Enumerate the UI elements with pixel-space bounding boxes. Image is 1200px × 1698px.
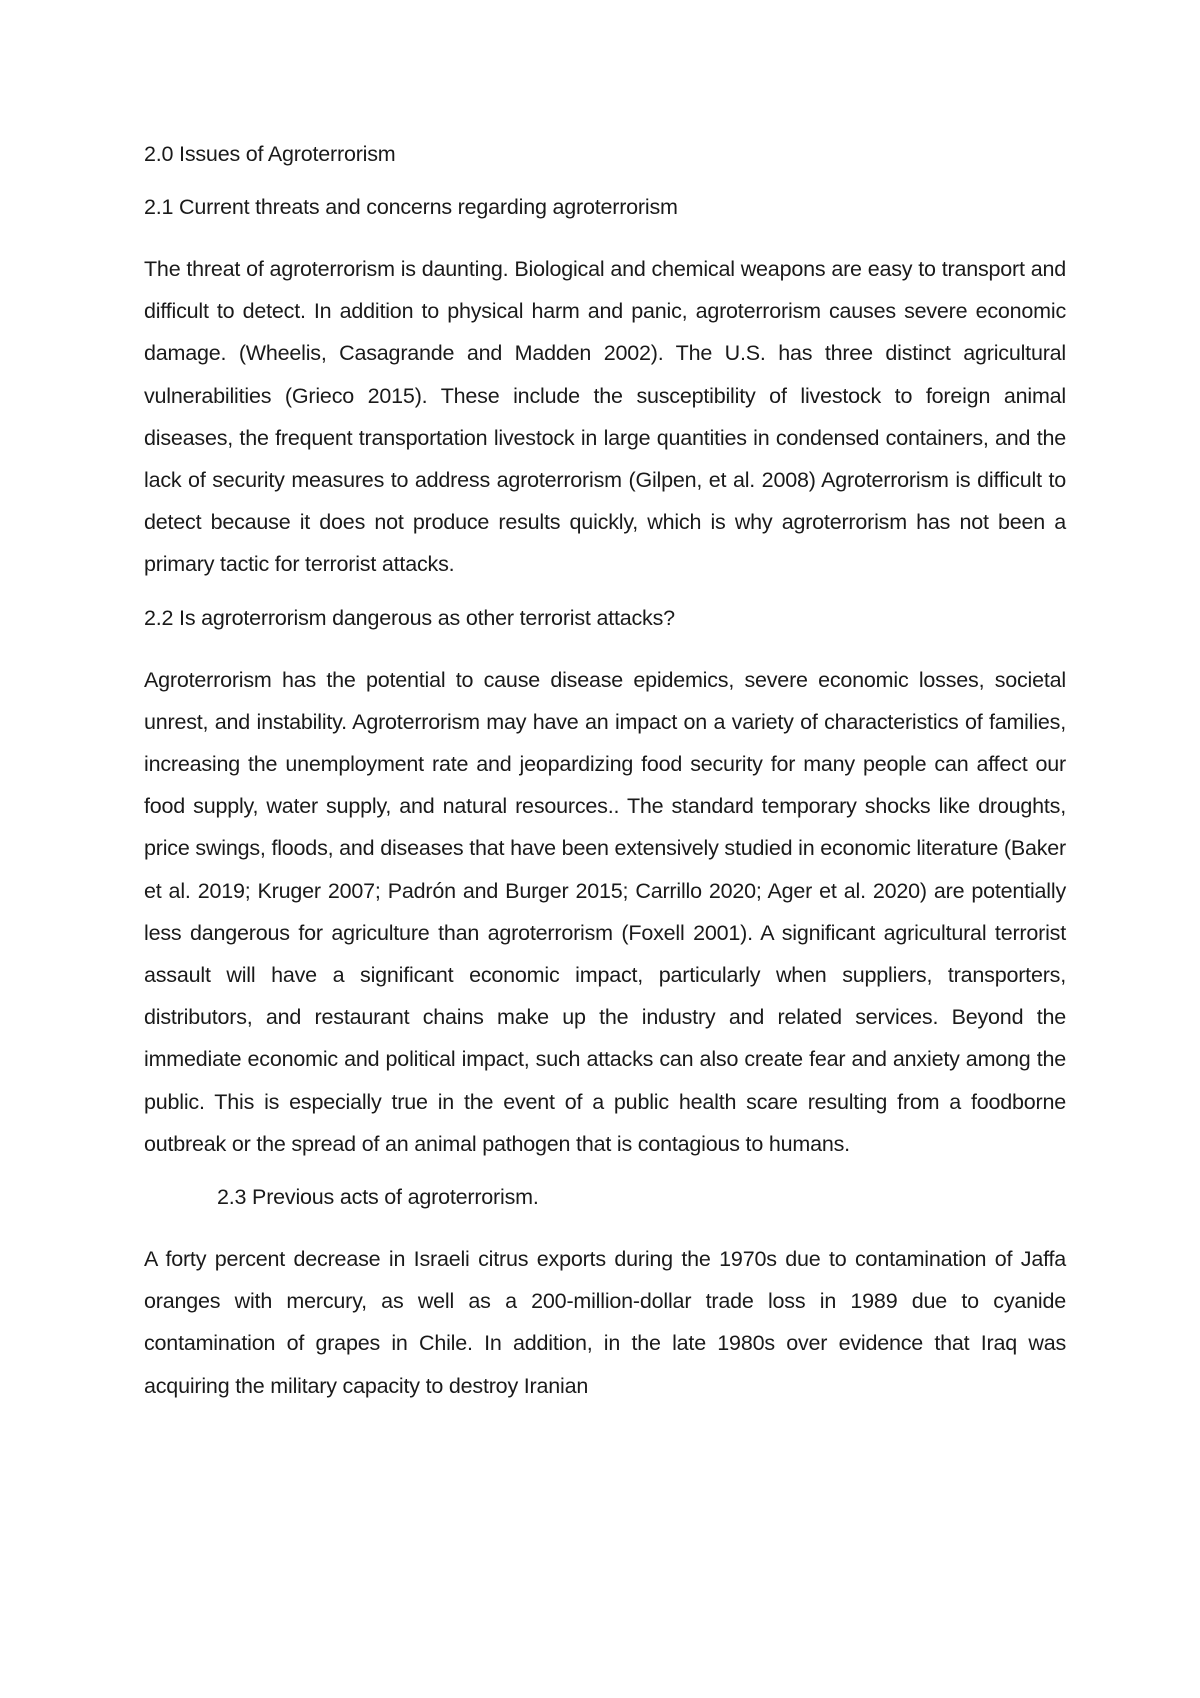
paragraph-danger-comparison: Agroterrorism has the potential to cause disease epidemics, severe economic losses, societal unrest, and instability. Agroterrorism may have an impact on a variety of characteristics of families, increasing the unemployment rate and jeopardizing food security for many people can affect our food supply, water supply, and natural resources.. The standard temporary shocks like droughts, price swings, floods, and diseases that have been extensively studied in economic literature (Baker et al. 2019; Kruger 2007; Padrón and Burger 2015; Carrillo 2020; Ager et al. 2020) are potentially less dangerous for agriculture than agroterrorism (Foxell 2001). A significant agricultural terrorist assault will have a significant economic impact, particularly when suppliers, transporters, distributors, and restaurant chains make up the industry and related services. Beyond the immediate economic and political impact, such attacks can also create fear and anxiety among the public. This is especially true in the event of a public health scare resulting from a foodborne outbreak or the spread of an animal pathogen that is contagious to humans.	[144, 667, 1066, 1156]
paragraph-current-threats: The threat of agroterrorism is daunting. Biological and chemical weapons are easy to transport and difficult to detect. In addition to physical harm and panic, agroterrorism causes severe economic damage. (Wheelis, Casagrande and Madden 2002). The U.S. has three distinct agricultural vulnerabilities (Grieco 2015). These include the susceptibility of livestock to foreign animal diseases, the frequent transportation livestock in large quantities in condensed containers, and the lack of security measures to address agroterrorism (Gilpen, et al. 2008) Agroterrorism is difficult to detect because it does not produce results quickly, which is why agroterrorism has not been a primary tactic for terrorist attacks.	[144, 257, 1066, 577]
document-body	[144, 138, 1066, 1423]
subsection-heading-2-1: 2.1 Current threats and concerns regarding agroterrorism	[144, 195, 678, 219]
subsection-heading-2-3: 2.3 Previous acts of agroterrorism.	[217, 1185, 539, 1210]
paragraph-previous-acts: A forty percent decrease in Israeli citrus exports during the 1970s due to contamination of Jaffa oranges with mercury, as well as a 200-million-dollar trade loss in 1989 due to cyanide contamination of grapes in Chile. In addition, in the late 1980s over evidence that Iraq was acquiring the military capacity to destroy Iranian	[144, 1247, 1066, 1398]
subsection-heading-2-2: 2.2 Is agroterrorism dangerous as other terrorist attacks?	[144, 605, 675, 630]
section-heading: 2.0 Issues of Agroterrorism	[144, 142, 396, 166]
